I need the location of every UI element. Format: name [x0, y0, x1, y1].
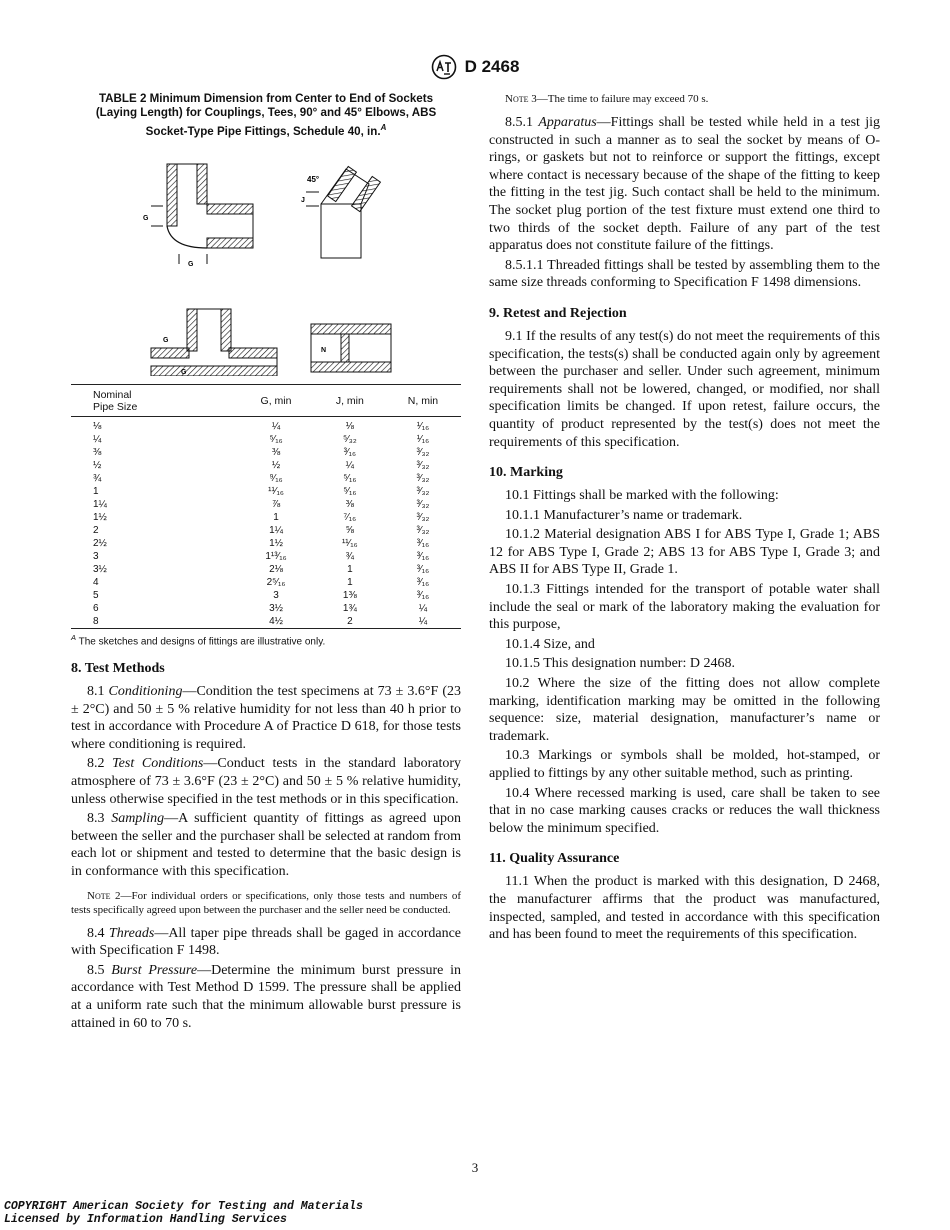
cell-j-min: ⁵⁄₁₆ [343, 485, 357, 497]
table-header-row [71, 384, 461, 416]
table-row [71, 537, 461, 550]
astm-logo-icon [431, 54, 457, 80]
para-8-4: 8.4 Threads—All taper pipe threads shall be gaged in accordance with Specification F 1498. [71, 925, 461, 959]
para-8-3: 8.3 Sampling—A sufficient quantity of fittings as agreed upon between the seller and the purchaser shall be selected at random from each lot or shipment and tested to determine that the basic design is in conformance with this specification. [71, 811, 461, 880]
col-header-j: J, min [315, 384, 385, 416]
cell-j-min: 1⅜ [342, 589, 357, 601]
note-2: Note 2—For individual orders or specifications, only those tests and numbers of tests specifically agreed upon between the purchaser and the seller need be conducted. [71, 889, 461, 916]
cell-n-min: ³⁄₃₂ [416, 485, 430, 497]
table-row [71, 524, 461, 537]
section-8-heading: 8. Test Methods [71, 661, 165, 677]
cell-n-min: ³⁄₁₆ [416, 563, 430, 575]
para-10-1-3: 10.1.3 Fittings intended for the transport of potable water shall include the seal or mark of the laboratory making the evaluation for this purpose, [489, 582, 880, 633]
cell-n-min: ¼ [385, 615, 461, 629]
para-10-1-5: 10.1.5 This designation number: D 2468. [505, 656, 735, 672]
cell-j-min: ⅜ [345, 498, 355, 510]
cell-pipe-size: ½ [93, 459, 102, 471]
fittings-figure [71, 144, 461, 376]
cell-g-min: 3½ [269, 602, 283, 614]
svg-text:G: G [188, 260, 194, 268]
para-10-1-2: 10.1.2 Material designation ABS I for ABS Type I, Grade 1; ABS 12 for ABS Type I, Grade 2; ABS 13 for ABS Type I, Grade 3; and ABS II for ABS Type II, Grade 1. [489, 527, 880, 578]
cell-pipe-size: ¾ [93, 472, 102, 484]
right-column [489, 92, 880, 946]
para-10-3: 10.3 Markings or symbols shall be molded, hot-stamped, or applied to fittings by any other suitable method, such as printing. [489, 748, 880, 781]
cell-n-min: ³⁄₃₂ [416, 511, 430, 523]
col-header-n: N, min [385, 384, 461, 416]
cell-n-min: ³⁄₁₆ [416, 537, 430, 549]
para-11-1: 11.1 When the product is marked with this designation, D 2468, the manufacturer affirms that the product was manufactured, inspected, sampled, and tested in accordance with this specification and has been found to meet the requirements of this specification. [489, 874, 880, 943]
svg-text:G: G [163, 336, 169, 344]
cell-n-min: ³⁄₃₂ [416, 446, 430, 458]
cell-g-min: ⅜ [271, 446, 281, 458]
page-header [0, 54, 950, 80]
cell-g-min: ⁵⁄₁₆ [269, 433, 283, 445]
cell-n-min: ¼ [418, 602, 428, 614]
cell-n-min: ³⁄₁₆ [416, 576, 430, 588]
cell-pipe-size: 3 [93, 550, 99, 562]
para-9-1: 9.1 If the results of any test(s) do not meet the requirements of this specification, the tests(s) shall be conducted again only by agreement between the purchaser and seller. Under such agreement, minimum requirements shall not be lowered, changed, or modified, nor shall specification limits be changed. If upon retest, failure occurs, the quantity of product represented by the test(s) does not meet the requirements of this specification. [489, 328, 880, 450]
table-row [71, 602, 461, 615]
table-row [71, 433, 461, 446]
para-10-2: 10.2 Where the size of the fitting does not allow complete marking, identification marking may be omitted in the following sequence: size, material designation, manufacturer’s name or trademark. [489, 676, 880, 744]
para-8-5: 8.5 Burst Pressure—Determine the minimum burst pressure in accordance with Test Method D 1599. The pressure shall be applied at a uniform rate such that the minimum allowable burst pressure is attained in 60 to 70 s. [71, 962, 461, 1031]
cell-pipe-size: ⅛ [93, 420, 102, 432]
cell-n-min: ¹⁄₁₆ [416, 433, 430, 445]
para-10-4: 10.4 Where recessed marking is used, care shall be taken to see that in no case marking causes cracks or reduces the wall thickness below the minimum specified. [489, 785, 880, 836]
designation-number: D 2468 [464, 57, 520, 76]
table-row [71, 615, 461, 629]
cell-pipe-size: 4 [93, 576, 99, 588]
cell-j-min: ¾ [345, 550, 355, 562]
para-10-1: 10.1 Fittings shall be marked with the following: [505, 488, 779, 504]
cell-g-min: 1½ [269, 537, 283, 549]
dimension-table [71, 384, 461, 629]
cell-g-min: 1 [273, 511, 279, 523]
table-row [71, 459, 461, 472]
cell-pipe-size: 5 [93, 589, 99, 601]
cell-g-min: 2⁵⁄₁₆ [266, 576, 286, 588]
section-11-heading: 11. Quality Assurance [489, 851, 620, 867]
para-8-2: 8.2 Test Conditions—Conduct tests in the standard laboratory atmosphere of 73 ± 3.6°F (23 ± 2°C) and 50 ± 5 % relative humidity, unless otherwise specified in the test methods or in this specification. [71, 756, 461, 807]
elbow-45-sketch [301, 166, 380, 258]
para-8-5-1: 8.5.1 Apparatus—Fittings shall be tested while held in a test jig constructed in such a manner as to seal the socket by means of O-rings, or gaskets but not to reinforce or support the fittings, except where contact is necessary because of the shape of the fitting to keep the fitting in the test jig. Such contact shall be held to the minimum. The socket plug portion of the test fixture must extend one third to two thirds of the socket depth. Failure of any part of the test apparatus does not constitute failure of the fittings. [489, 115, 881, 254]
table-row [71, 511, 461, 524]
para-10-1-4: 10.1.4 Size, and [505, 636, 595, 652]
copyright-notice: COPYRIGHT American Society for Testing and Materials Licensed by Information Handling Services [4, 1200, 363, 1226]
table-row [71, 472, 461, 485]
section-10-heading: 10. Marking [489, 465, 563, 481]
cell-n-min: ³⁄₁₆ [416, 589, 430, 601]
para-10-1-1: 10.1.1 Manufacturer’s name or trademark. [505, 507, 743, 523]
cell-g-min: 3 [273, 589, 279, 601]
svg-text:G: G [181, 368, 187, 376]
note-3: Note 3—The time to failure may exceed 70 s. [505, 93, 709, 105]
table-row [71, 485, 461, 498]
table-row [71, 576, 461, 589]
cell-j-min: ⅛ [345, 420, 355, 432]
cell-j-min: ³⁄₁₆ [343, 446, 357, 458]
cell-g-min: 1¼ [269, 524, 283, 536]
cell-pipe-size: 1½ [93, 511, 107, 523]
table-row [71, 446, 461, 459]
svg-text:N: N [321, 346, 327, 354]
table-caption: TABLE 2 Minimum Dimension from Center to End of Sockets (Laying Length) for Couplings, Tees, 90° and 45° Elbows, ABS Socket-Type Pipe Fittings, Schedule 40, in.$^A$ [95, 92, 437, 138]
table-row [71, 563, 461, 576]
cell-j-min: 2 [315, 615, 385, 629]
page-number: 3 [471, 1160, 479, 1175]
cell-pipe-size: 1 [93, 485, 99, 497]
cell-j-min: ¼ [345, 459, 355, 471]
cell-pipe-size: 1¼ [93, 498, 107, 510]
cell-n-min: ³⁄₃₂ [416, 459, 430, 471]
cell-n-min: ³⁄₁₆ [416, 550, 430, 562]
cell-j-min: ⁵⁄₃₂ [342, 433, 357, 445]
cell-pipe-size: 8 [71, 615, 237, 629]
table-row [71, 498, 461, 511]
svg-text:J: J [301, 196, 305, 204]
table-row [71, 416, 461, 433]
cell-pipe-size: 3½ [93, 563, 107, 575]
cell-g-min: ⅞ [271, 498, 281, 510]
cell-n-min: ³⁄₃₂ [416, 498, 430, 510]
cell-pipe-size: ⅜ [93, 446, 102, 458]
elbow-90-sketch [143, 164, 253, 268]
table-row [71, 589, 461, 602]
para-8-1: 8.1 Conditioning—Condition the test specimens at 73 ± 3.6°F (23 ± 2°C) and 50 ± 5 % relative humidity for not less than 40 h prior to test in accordance with Procedure A of Practice D 618, for those tests where conditioning is required. [71, 684, 462, 752]
cell-j-min: ¹¹⁄₁₆ [341, 537, 358, 549]
cell-j-min: ⁵⁄₁₆ [343, 472, 357, 484]
cell-n-min: ¹⁄₁₆ [416, 420, 430, 432]
cell-g-min: 4½ [237, 615, 314, 629]
cell-g-min: ¼ [271, 420, 281, 432]
cell-g-min: 1¹³⁄₁₆ [265, 550, 287, 562]
col-header-size: Nominal Pipe Size [71, 384, 237, 416]
para-8-5-1-1: 8.5.1.1 Threaded fittings shall be tested by assembling them to the same size threads conforming to Specification F 1498 dimensions. [489, 257, 880, 291]
cell-j-min: 1 [347, 563, 353, 575]
table-footnote: $^A$ The sketches and designs of fittings are illustrative only. [71, 632, 326, 648]
svg-text:G: G [143, 214, 149, 222]
fittings-sketch [71, 144, 461, 376]
cell-g-min: ½ [271, 459, 281, 471]
coupling-sketch [311, 324, 391, 372]
tee-sketch [151, 309, 277, 376]
cell-pipe-size: ¼ [93, 433, 102, 445]
cell-g-min: ¹¹⁄₁₆ [268, 485, 284, 497]
cell-pipe-size: 2½ [93, 537, 107, 549]
section-9-heading: 9. Retest and Rejection [489, 305, 627, 321]
cell-g-min: ⁹⁄₁₆ [269, 472, 283, 484]
cell-g-min: 2⅛ [269, 563, 283, 575]
cell-n-min: ³⁄₃₂ [416, 524, 430, 536]
cell-pipe-size: 6 [93, 602, 99, 614]
cell-j-min: 1 [347, 576, 353, 588]
table-row [71, 550, 461, 563]
cell-j-min: ⁷⁄₁₆ [343, 511, 357, 523]
col-header-g: G, min [237, 384, 314, 416]
cell-pipe-size: 2 [93, 524, 99, 536]
svg-text:45°: 45° [307, 174, 320, 184]
cell-n-min: ³⁄₃₂ [416, 472, 430, 484]
left-column [71, 92, 461, 1034]
cell-j-min: ⅝ [345, 524, 355, 536]
cell-j-min: 1¾ [342, 602, 357, 614]
